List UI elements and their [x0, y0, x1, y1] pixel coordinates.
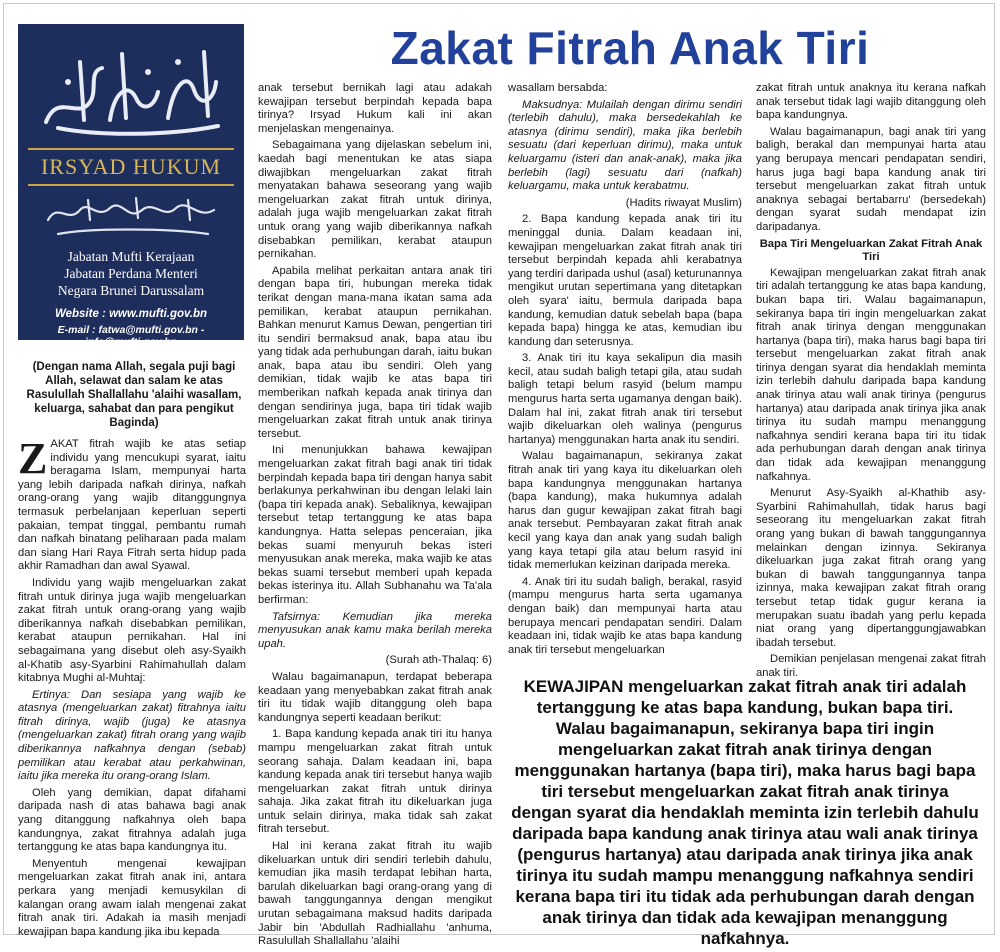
institution-line-2: Jabatan Perdana Menteri: [64, 266, 198, 281]
paragraph: wasallam bersabda:: [508, 82, 608, 94]
paragraph: 2. Bapa kandung kepada anak tiri itu meninggal dunia. Dalam keadaan ini, kewajipan mengeluarkan zakat fitrah anak tiri tersebut berpindah kepada ahli kerabatnya yang terdiri daripada ushul (asal) keturunannya mengikut urutan sepertimana yang ditetapkan oleh syara' iaitu, bermula daripada bapa kandung, kemudian datuk sebelah bapa (bapa kepada bapa) hingga ke atas, kemudian ibu kandung dan seterusnya.: [508, 213, 742, 348]
paragraph: Individu yang wajib mengeluarkan zakat fitrah untuk dirinya juga wajib mengeluarkan zakat fitrah untuk orang-orang yang wajib diberikannya nafkah disebabkan pemilikan, kerabat ataupun pernikahan. Hal ini sebagaimana yang disebut oleh asy-Syaikh al-Khatib asy-Syarbini Rahimahullah dalam kitabnya Mughi al-Muhtaj:: [18, 576, 246, 685]
opening-invocation: (Dengan nama Allah, segala puji bagi Allah, selawat dan salam ke atas Rasulullah Shallallahu 'alaihi wasallam, keluarga, sahabat dan para pengikut Baginda): [26, 361, 242, 429]
paragraph: 3. Anak tiri itu kaya sekalipun dia masih kecil, atau sudah baligh tetapi gila, atau sudah baligh tetapi belum rasyid (belum mampu mengurus harta serta ugamanya dengan baik). Dalam hal ini, zakat fitrah anak tiri tersebut wajib dikeluarkan oleh walinya (pengurus hartanya) menggunakan harta anak itu sendiri.: [508, 352, 742, 446]
institution-line-3: Negara Brunei Darussalam: [57, 283, 205, 298]
article-column-4: [756, 82, 986, 684]
pull-quote: KEWAJIPAN mengeluarkan zakat fitrah anak tiri adalah tertanggung ke atas bapa kandung, bukan bapa tiri. Walau bagaimanapun, sekiranya bapa tiri ingin mengeluarkan zakat fitrah anak tirinya dengan menggunakan hartanya (bapa tiri), maka harus bagi bapa tiri tersebut mengeluarkan zakat fitrah anak tirinya dengan syarat dia hendaklah meminta izin terlebih dahulu daripada bapa kandung anak tirinya atau wali anak tirinya (pengurus hartanya) atau daripada anak tirinya jika anak tirinya itu sudah mampu menanggung nafkahnya sendiri kerana bapa tiri itu tidak ada perhubungan darah dengan anak tirinya dan tidak ada kewajipan menanggung nafkahnya.: [511, 677, 979, 948]
paragraph: Menurut Asy-Syaikh al-Khathib asy-Syarbini Rahimahullah, tidak harus bagi seseorang itu mengeluarkan zakat fitrah orang yang bukan di bawah tanggungannya melainkan dengan izinnya. Sekiranya dikeluarkan juga zakat fitrah orang yang bukan di bawah tanggungannya tanpa izinnya, maka kewajipan zakat fitrah orang tersebut tetap tidak gugur kerana ia merupakan suatu ibadah yang perlu kepada niat orang yang dipertanggungjawabkan ibadah tersebut.: [756, 487, 986, 649]
closing-paragraph: Demikian penjelasan mengenai zakat fitrah anak tiri.: [756, 653, 986, 679]
paragraph: Ini menunjukkan bahawa kewajipan mengeluarkan zakat fitrah bagi anak tiri tidak berpindah kepada bapa tiri dengan hanya sabit berlakunya perkahwinan ibu dengan lelaki lain (bapa tiri kepada anak). Sebaliknya, kewajipan tersebut tetap tertanggung ke atas bapa kandungnya. Hatta selepas penceraian, jika bekas suami menyuruh bekas isteri menyusukan anak mereka, maka wajib ke atas bekas suami tersebut memberi upah kepada bekas isterinya itu. Allah Subhanahu wa Ta'ala berfirman:: [258, 444, 492, 606]
paragraph: Apabila melihat perkaitan antara anak tiri dengan bapa tiri, hubungan mereka tidak terikat dengan mana-mana ikatan sama ada pemilikan, kerabat ataupun pernikahan. Bahkan menurut Kamus Dewan, pengertian tiri itu sendiri bermaksud anak, bapa atau ibu yang tidak ada perhubungan darah, iaitu bukan anak, bapa atau ibu sendiri. Oleh yang demikian, tidak wajib ke atas bapa tiri memberikan nafkah kepada anak tirinya dan dengan sendirinya juga, bapa tiri tidak wajib mengeluarkan zakat fitrah untuk anak tirinya tersebut.: [258, 264, 492, 440]
paragraph: Sebagaimana yang dijelaskan sebelum ini, kaedah bagi menentukan ke atas siapa diwajibkan mengeluarkan zakat fitrah menyatakan bahawa seseorang yang wajib mengeluarkan zakat fitrah untuk dirinya, adalah juga wajib mengeluarkan zakat fitrah untuk orang yang wajib diberikannya nafkah disebabkan pemilikan, kerabat ataupun pernikahan.: [258, 139, 492, 261]
lead-paragraph: ZAKAT fitrah wajib ke atas setiap individu yang mencukupi syarat, iaitu beragama Islam, mempunyai harta yang lebih daripada nafkah dirinya, nafkah orang-orang yang wajib ditanggungnya termasuk perbelanjaan keperluan seperti pakaian, tempat tinggal, pembantu rumah dan nafkah binatang peliharaan pada malam dan siang Hari Raya Fitrah serta hidup pada akhir Ramadhan dan awal Syawal.: [18, 434, 246, 573]
paragraph: Walau bagaimanapun, sekiranya zakat fitrah anak tiri yang kaya itu dikeluarkan oleh bapa kandungnya menggunakan hartanya (bapa kandung), maka hukumnya adalah harus dan gugur kewajipan zakat fitrah bagi anak tersebut. Pembayaran zakat fitrah anak kecil yang kaya dan anak yang sudah baligh yang kaya tetapi gila atau belum rasyid ini tidak memerlukan keizinan daripada mereka.: [508, 450, 742, 572]
article-column-3: [508, 82, 742, 660]
institution-line-1: Jabatan Mufti Kerajaan: [67, 249, 195, 264]
paragraph: zakat fitrah untuk anaknya itu kerana nafkah anak tersebut tidak lagi wajib ditanggung oleh bapa kandungnya.: [756, 82, 986, 122]
irsyad-hukum-logo: [18, 24, 244, 348]
article-title: Zakat Fitrah Anak Tiri: [390, 22, 870, 74]
hadith-reference: (Hadits riwayat Muslim): [625, 196, 742, 209]
quran-translation: Tafsirnya: Kemudian jika mereka menyusukan anak kamu maka berilah mereka upah.: [258, 610, 492, 650]
paragraph: Menyentuh mengenai kewajipan mengeluarkan zakat fitrah anak ini, antara perkara yang menjadi kemusykilan di kalangan orang awam ialah mengenai zakat fitrah anak tiri. Adakah ia masih menjadi kewajipan bapa kandung jika ibu kepada: [18, 857, 246, 938]
article-column-1: [18, 434, 246, 942]
paragraph: anak tersebut bernikah lagi atau adakah kewajipan tersebut berpindah kepada bapa tirinya? Irsyad Hukum kali ini akan menjelaskan mengenainya.: [258, 82, 492, 135]
paragraph: 4. Anak tiri itu sudah baligh, berakal, rasyid (mampu mengurus harta serta ugamanya dengan baik) dan mempunyai harta atau berupaya mencari pendapatan sendiri. Dalam keadaan ini, tidak wajib ke atas bapa kandung anak tiri tersebut mengeluarkan: [508, 575, 742, 656]
paragraph: Hal ini kerana zakat fitrah itu wajib dikeluarkan untuk diri sendiri terlebih dahulu, kemudian jika masih terdapat lebihan harta, barulah dikeluarkan bagi orang-orang yang di bawah tanggungannya dengan mengikut urutan sebagaimana maksud hadits daripada Jabir bin 'Abdullah Radhiallahu 'anhuma, Rasulullah Shallallahu 'alaihi: [258, 840, 492, 948]
paragraph: 1. Bapa kandung kepada anak tiri itu hanya mampu mengeluarkan zakat fitrah untuk seorang sahaja. Dalam keadaan ini, bapa kandung kepada anak tiri tersebut hanya wajib mengeluarkan zakat fitrah untuk dirinya sahaja. Jika zakat fitrah itu dikeluarkan juga untuk selain dirinya, maka tidak sah zakat fitrah tersebut.: [258, 728, 492, 836]
drop-cap: Z: [18, 434, 48, 483]
paragraph: Walau bagaimanapun, bagi anak tiri yang baligh, berakal dan mempunyai harta atau yang berupaya mencari pendapatan sendiri, harus juga bagi bapa kandung anak tiri tersebut mengeluarkan zakat fitrah untuk anaknya sebagai bertabarru' (bersedekah) dengan syarat sudah mendapat izin daripadanya.: [756, 125, 986, 233]
quoted-translation: Ertinya: Dan sesiapa yang wajib ke atasnya (mengeluarkan zakat) fitrahnya iaitu fitrah dirinya, wajib (juga) ke atasnya (mengeluarkan zakat) fitrah orang yang wajib diberikannya nafkahnya dengan (sebab) pemilikan atau kerabat atau perkahwinan, iaitu jika mereka itu orang-orang Islam.: [18, 688, 246, 783]
article-column-2: [258, 82, 492, 952]
arabic-calligraphy-emblem: [18, 32, 244, 140]
paragraph: Kewajipan mengeluarkan zakat fitrah anak tiri adalah tertanggung ke atas bapa kandung, bukan bapa tiri. Walau bagaimanapun, sekiranya bapa tiri ingin mengeluarkan zakat fitrah anak tirinya dengan menggunakan hartanya (bapa tiri), maka harus bagi bapa tiri tersebut mengeluarkan zakat fitrah anak tirinya dengan syarat dia hendaklah meminta izin terlebih dahulu daripada bapa kandung anak tirinya atau wali anak tirinya (pengurus hartanya) atau daripada anak tirinya jika anak tirinya itu sudah mampu menanggung nafkahnya sendiri kerana bapa tiri itu tidak ada perhubungan darah dengan anak tirinya dan tidak ada kewajipan menanggung nafkahnya.: [756, 266, 986, 483]
website-link[interactable]: Website : www.mufti.gov.bn: [54, 308, 208, 320]
logo-brand: IRSYAD HUKUM: [40, 154, 222, 179]
section-subheading: Bapa Tiri Mengeluarkan Zakat Fitrah Anak Tiri: [759, 237, 983, 264]
email-link[interactable]: E-mail : fatwa@mufti.gov.bn - info@mufti.gov.bn: [57, 324, 205, 348]
paragraph: Walau bagaimanapun, terdapat beberapa keadaan yang menyebabkan zakat fitrah anak tiri itu tidak wajib ditanggung oleh bapa kandungnya seperti keadaan berikut:: [258, 670, 492, 724]
jawi-institution-script: [18, 190, 244, 242]
gold-divider-top: [28, 148, 234, 150]
paragraph: Oleh yang demikian, dapat difahami daripada nash di atas bahawa bagi anak yang ditanggung nafkahnya oleh bapa kandungnya, zakat fitrahnya adalah juga tertanggung ke atas bapa kandungnya itu.: [18, 786, 246, 854]
hadith-translation: Maksudnya: Mulailah dengan dirimu sendiri (terlebih dahulu), maka bersedekahlah ke atasnya (dirimu sendiri), maka jika berlebih sesuatu (dari keperluan dirimu), maka untuk keluargamu (isteri dan anak-anak), maka jika berlebih (lagi) sesuatu dari (nafkah) keluargamu, maka untuk kerabatmu.: [508, 98, 742, 193]
gold-divider-bottom: [28, 184, 234, 186]
institution-name: [18, 248, 244, 299]
quran-reference: (Surah ath-Thalaq: 6): [385, 654, 492, 667]
